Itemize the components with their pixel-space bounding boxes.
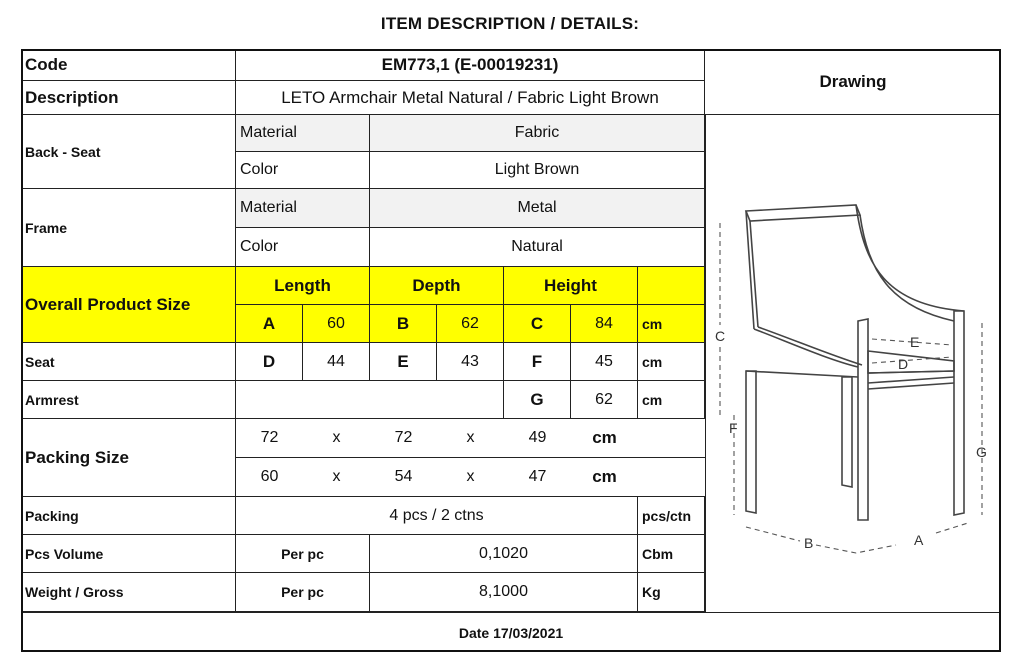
dim-d-value: 44 [303, 343, 370, 381]
drawing-dim-e: E [910, 334, 920, 350]
overall-header-blank [638, 267, 705, 305]
chair-back-right-leg [842, 377, 852, 487]
frame-material-value: Metal [370, 189, 705, 228]
weight-per: Per pc [236, 573, 370, 612]
pcs-volume-unit: Cbm [638, 535, 705, 573]
depth-label: Depth [370, 267, 504, 305]
dim-b-value: 62 [437, 305, 504, 343]
chair-back-left-leg [746, 371, 756, 513]
dim-g-letter: G [504, 381, 571, 419]
drawing-dim-c: C [715, 328, 726, 344]
dim-a-line [936, 523, 968, 533]
back-seat-color-value: Light Brown [370, 152, 705, 189]
back-seat-color-label: Color [236, 152, 370, 189]
packing-size-2-x1: x [332, 468, 341, 485]
dim-b-line-right [816, 545, 896, 553]
dim-e-letter: E [370, 343, 437, 381]
weight-unit: Kg [638, 573, 705, 612]
overall-unit: cm [638, 305, 705, 343]
chair-back-curve [856, 205, 964, 321]
footer-date: Date 17/03/2021 [21, 612, 1001, 652]
packing-size-label: Packing Size [21, 419, 236, 497]
armrest-unit: cm [638, 381, 705, 419]
chair-right-arm-post [954, 311, 964, 515]
chair-side-rail [746, 371, 858, 377]
drawing-dim-b: B [804, 535, 814, 551]
chair-left-post [746, 211, 758, 329]
packing-label: Packing [21, 497, 236, 535]
dim-d-letter: D [236, 343, 303, 381]
dim-g-value: 62 [571, 381, 638, 419]
packing-size-1-width: 72 [394, 429, 413, 446]
dim-b-letter: B [370, 305, 437, 343]
back-seat-label: Back - Seat [21, 115, 236, 189]
chair-arm-curve [754, 327, 862, 367]
drawing-label: Drawing [705, 49, 1001, 115]
packing-size-row-2 [236, 458, 705, 497]
dim-f-letter: F [504, 343, 571, 381]
frame-color-label: Color [236, 228, 370, 267]
packing-size-2-width: 54 [394, 468, 413, 485]
chair-seat [868, 351, 954, 373]
packing-size-1-x1: x [332, 429, 341, 446]
packing-size-1-unit: cm [592, 428, 617, 447]
description-label: Description [21, 81, 236, 115]
drawing-dim-f: F [729, 420, 738, 436]
pcs-volume-value: 0,1020 [370, 535, 638, 573]
overall-size-label: Overall Product Size [21, 267, 236, 343]
armrest-blank [236, 381, 504, 419]
spec-sheet [21, 49, 1001, 652]
length-label: Length [236, 267, 370, 305]
height-label: Height [504, 267, 638, 305]
dim-c-letter: C [504, 305, 571, 343]
armrest-label: Armrest [21, 381, 236, 419]
drawing-dim-a: A [914, 532, 924, 548]
chair-seat-front [868, 371, 954, 373]
dim-c-value: 84 [571, 305, 638, 343]
packing-size-1-length: 72 [260, 429, 279, 446]
code-label: Code [21, 49, 236, 81]
pcs-volume-per: Per pc [236, 535, 370, 573]
packing-size-1-x2: x [466, 429, 475, 446]
packing-size-1-height: 49 [528, 429, 547, 446]
code-value: EM773,1 (E-00019231) [236, 49, 705, 81]
packing-size-2-x2: x [466, 468, 475, 485]
packing-size-2-unit: cm [592, 467, 617, 486]
armchair-drawing [706, 115, 1002, 612]
chair-back-top [746, 205, 860, 221]
back-seat-material-value: Fabric [370, 115, 705, 152]
drawing-dim-d: D [898, 356, 909, 372]
dim-a-value: 60 [303, 305, 370, 343]
frame-label: Frame [21, 189, 236, 267]
dim-f-value: 45 [571, 343, 638, 381]
seat-unit: cm [638, 343, 705, 381]
dim-a-letter: A [236, 305, 303, 343]
weight-value: 8,1000 [370, 573, 638, 612]
seat-label: Seat [21, 343, 236, 381]
chair-front-rail [868, 377, 954, 389]
dim-e-value: 43 [437, 343, 504, 381]
weight-label: Weight / Gross [21, 573, 236, 612]
packing-unit: pcs/ctn [638, 497, 705, 535]
frame-material-label: Material [236, 189, 370, 228]
drawing-area [705, 115, 1001, 612]
chair-left-arm-post [858, 319, 868, 520]
page-title: ITEM DESCRIPTION / DETAILS: [380, 14, 640, 33]
dim-b-line-left [746, 527, 800, 541]
description-value: LETO Armchair Metal Natural / Fabric Light Brown [236, 81, 705, 115]
packing-size-2-height: 47 [528, 468, 547, 485]
back-seat-material-label: Material [236, 115, 370, 152]
frame-color-value: Natural [370, 228, 705, 267]
packing-size-row-1 [236, 419, 705, 458]
packing-value: 4 pcs / 2 ctns [236, 497, 638, 535]
packing-size-2-length: 60 [260, 468, 279, 485]
drawing-dim-g: G [976, 444, 987, 460]
pcs-volume-label: Pcs Volume [21, 535, 236, 573]
